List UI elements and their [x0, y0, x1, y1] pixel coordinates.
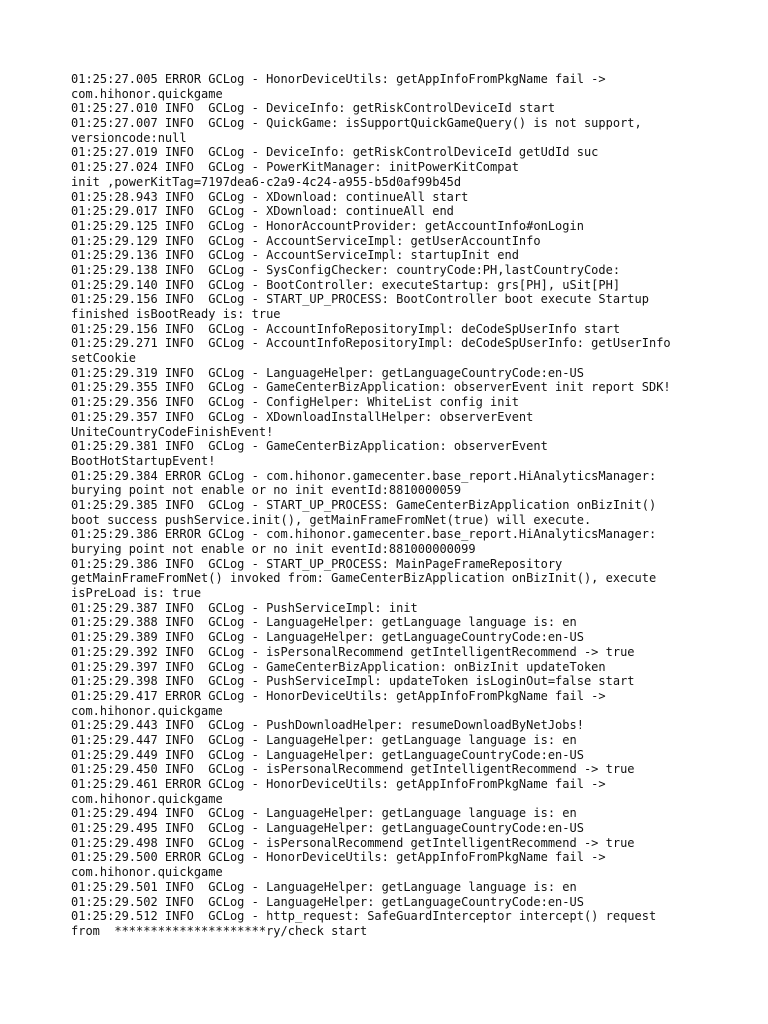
log-line: 01:25:29.136 INFO GCLog - AccountServiceImpl: startupInit end	[71, 248, 519, 263]
log-line: setCookie	[71, 351, 137, 366]
log-line: 01:25:29.388 INFO GCLog - LanguageHelper: getLanguage language is: en	[71, 615, 577, 630]
log-line: boot success pushService.init(), getMainFrameFromNet(true) will execute.	[71, 512, 592, 527]
log-line: 01:25:29.356 INFO GCLog - ConfigHelper: WhiteList config init	[71, 395, 519, 410]
log-line: 01:25:29.156 INFO GCLog - AccountInfoRepositoryImpl: deCodeSpUserInfo start	[71, 321, 621, 336]
log-line: 01:25:29.017 INFO GCLog - XDownload: continueAll end	[71, 204, 454, 219]
log-line: 01:25:29.156 INFO GCLog - START_UP_PROCESS: BootController boot execute Startup	[71, 292, 649, 307]
log-line: versioncode:null	[71, 130, 187, 145]
log-line: 01:25:29.271 INFO GCLog - AccountInfoRepositoryImpl: deCodeSpUserInfo: getUserInfo	[71, 336, 671, 351]
log-line: 01:25:29.449 INFO GCLog - LanguageHelper: getLanguageCountryCode:en-US	[71, 747, 584, 762]
log-line: 01:25:29.125 INFO GCLog - HonorAccountProvider: getAccountInfo#onLogin	[71, 218, 584, 233]
log-line: init ,powerKitTag=7197dea6-c2a9-4c24-a955-b5d0af99b45d	[71, 174, 462, 189]
log-line: BootHotStartupEvent!	[71, 453, 216, 468]
log-line: 01:25:29.384 ERROR GCLog - com.hihonor.gamecenter.base_report.HiAnalyticsManager:	[71, 468, 657, 483]
log-line: com.hihonor.quickgame	[71, 791, 223, 806]
log-line: 01:25:29.443 INFO GCLog - PushDownloadHelper: resumeDownloadByNetJobs!	[71, 718, 584, 733]
log-line: 01:25:27.005 ERROR GCLog - HonorDeviceUtils: getAppInfoFromPkgName fail ->	[71, 72, 606, 86]
log-line: 01:25:29.500 ERROR GCLog - HonorDeviceUtils: getAppInfoFromPkgName fail ->	[71, 850, 606, 865]
log-line: 01:25:29.461 ERROR GCLog - HonorDeviceUtils: getAppInfoFromPkgName fail ->	[71, 777, 606, 791]
log-line: isPreLoad is: true	[71, 586, 202, 601]
log-line: 01:25:29.417 ERROR GCLog - HonorDeviceUtils: getAppInfoFromPkgName fail ->	[71, 688, 606, 703]
log-line: 01:25:29.450 INFO GCLog - isPersonalRecommend getIntelligentRecommend -> true	[71, 762, 635, 777]
log-line: 01:25:29.355 INFO GCLog - GameCenterBizApplication: observerEvent init report SDK!	[71, 380, 671, 395]
log-line: 01:25:29.392 INFO GCLog - isPersonalRecommend getIntelligentRecommend -> true	[71, 644, 635, 659]
log-line: 01:25:29.498 INFO GCLog - isPersonalRecommend getIntelligentRecommend -> true	[71, 835, 635, 850]
log-line: 01:25:27.024 INFO GCLog - PowerKitManager: initPowerKitCompat	[71, 160, 519, 175]
log-line: 01:25:29.495 INFO GCLog - LanguageHelper: getLanguageCountryCode:en-US	[71, 821, 584, 836]
log-line: 01:25:29.494 INFO GCLog - LanguageHelper: getLanguage language is: en	[71, 806, 577, 821]
log-line: 01:25:29.386 INFO GCLog - START_UP_PROCESS: MainPageFrameRepository	[71, 556, 563, 571]
log-line: 01:25:28.943 INFO GCLog - XDownload: continueAll start	[71, 189, 469, 204]
log-line: 01:25:29.397 INFO GCLog - GameCenterBizApplication: onBizInit updateToken	[71, 659, 606, 674]
log-line: burying point not enable or no init eventId:881000000099	[71, 542, 476, 556]
log-line: 01:25:29.386 ERROR GCLog - com.hihonor.gamecenter.base_report.HiAnalyticsManager:	[71, 527, 657, 542]
log-line: 01:25:29.387 INFO GCLog - PushServiceImpl: init	[71, 600, 418, 615]
log-line: 01:25:29.138 INFO GCLog - SysConfigChecker: countryCode:PH,lastCountryCode:	[71, 262, 621, 277]
log-line: 01:25:29.140 INFO GCLog - BootController: executeStartup: grs[PH], uSit[PH]	[71, 277, 621, 292]
log-line: getMainFrameFromNet() invoked from: GameCenterBizApplication onBizInit(), execute	[71, 571, 657, 586]
log-line: 01:25:29.502 INFO GCLog - LanguageHelper: getLanguageCountryCode:en-US	[71, 894, 584, 909]
log-line: 01:25:29.381 INFO GCLog - GameCenterBizApplication: observerEvent	[71, 439, 548, 454]
log-line: 01:25:29.357 INFO GCLog - XDownloadInstallHelper: observerEvent	[71, 409, 534, 424]
log-line: 01:25:29.512 INFO GCLog - http_request: SafeGuardInterceptor intercept() request	[71, 909, 657, 924]
log-line: 01:25:29.447 INFO GCLog - LanguageHelper: getLanguage language is: en	[71, 732, 577, 747]
log-line: UniteCountryCodeFinishEvent!	[71, 424, 274, 439]
log-text-block	[71, 72, 731, 939]
log-line: 01:25:27.010 INFO GCLog - DeviceInfo: getRiskControlDeviceId start	[71, 101, 556, 116]
log-line: 01:25:29.129 INFO GCLog - AccountServiceImpl: getUserAccountInfo	[71, 233, 541, 248]
log-line: 01:25:29.389 INFO GCLog - LanguageHelper: getLanguageCountryCode:en-US	[71, 630, 584, 645]
log-line: finished isBootReady is: true	[71, 307, 281, 321]
log-line: 01:25:27.019 INFO GCLog - DeviceInfo: getRiskControlDeviceId getUdId suc	[71, 145, 599, 160]
log-line: 01:25:29.319 INFO GCLog - LanguageHelper: getLanguageCountryCode:en-US	[71, 365, 584, 380]
log-line: 01:25:27.007 INFO GCLog - QuickGame: isSupportQuickGameQuery() is not support,	[71, 116, 642, 131]
log-line: 01:25:29.398 INFO GCLog - PushServiceImpl: updateToken isLoginOut=false start	[71, 674, 635, 689]
log-line: burying point not enable or no init eventId:8810000059	[71, 483, 462, 498]
log-line: com.hihonor.quickgame	[71, 865, 223, 880]
log-line: com.hihonor.quickgame	[71, 86, 223, 101]
log-line: com.hihonor.quickgame	[71, 703, 223, 718]
log-line: from *********************ry/check start	[71, 923, 368, 938]
log-line: 01:25:29.385 INFO GCLog - START_UP_PROCESS: GameCenterBizApplication onBizInit()	[71, 497, 657, 512]
log-line: 01:25:29.501 INFO GCLog - LanguageHelper: getLanguage language is: en	[71, 879, 577, 894]
